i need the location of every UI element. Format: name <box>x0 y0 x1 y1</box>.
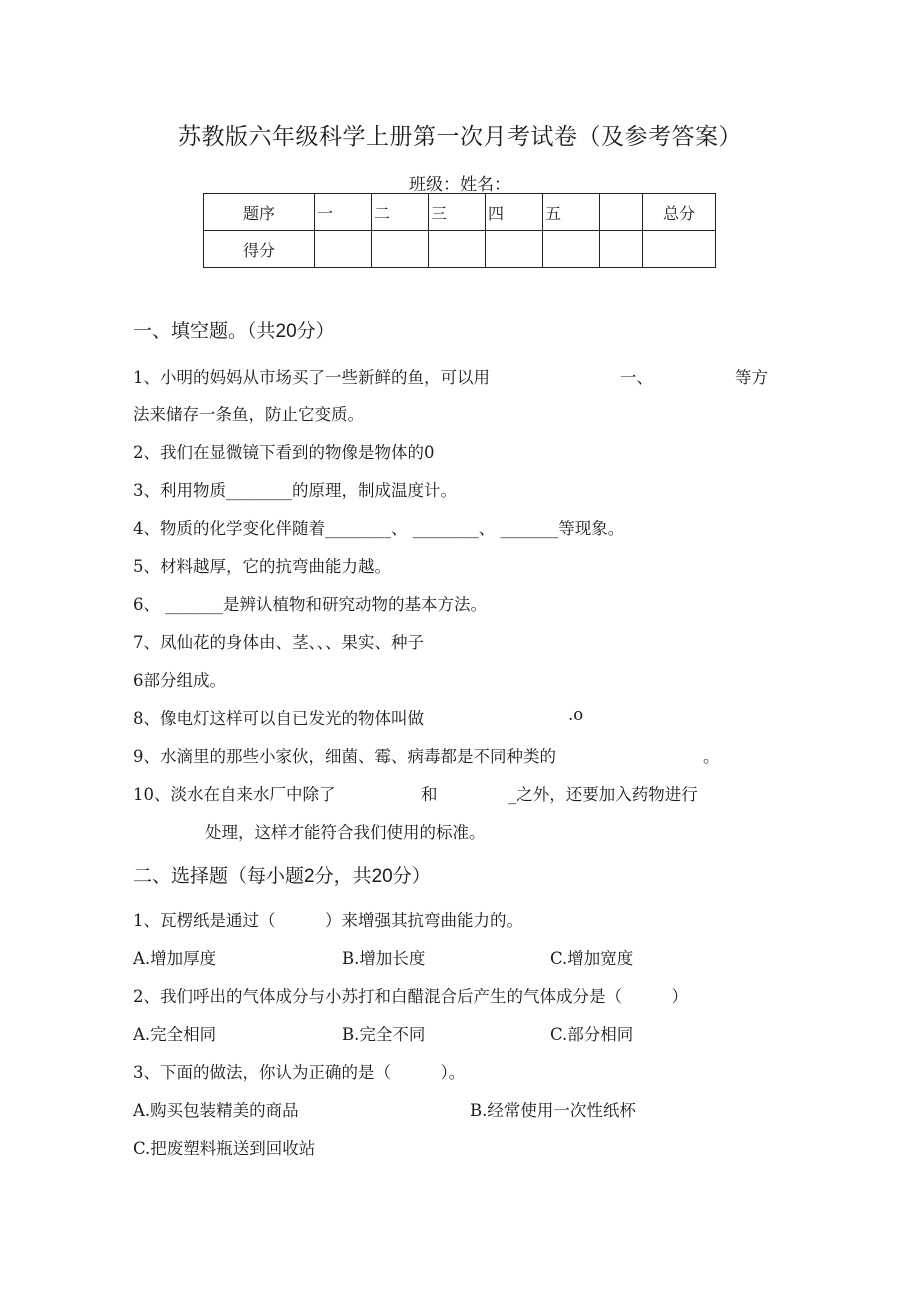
section-2-heading <box>133 861 431 888</box>
s1-question-2: 2、我们在显微镜下看到的物像是物体的0 <box>133 443 435 462</box>
s2-q1-option-b: B.增加长度 <box>342 949 426 968</box>
s2-question-3: 3、下面的做法，你认为正确的是（ ）。 <box>133 1063 466 1082</box>
s1-question-4: 4、物质的化学变化伴随着________、 ________、 _______等现象。 <box>133 519 625 538</box>
s2-q2-option-b: B.完全不同 <box>342 1025 426 1044</box>
class-name-line: 班级：姓名： <box>409 175 511 195</box>
score-table-score-row <box>204 231 716 268</box>
s2-q2-option-a: A.完全相同 <box>133 1025 217 1044</box>
s1-question-8-fragment: .o <box>568 705 584 724</box>
s1-question-1-fragment: 等方 <box>735 368 768 387</box>
score-table <box>203 193 716 268</box>
s1-question-10-fragment: 和 <box>421 785 438 804</box>
s1-question-10-fragment: _之外，还要加入药物进行 <box>508 785 698 804</box>
section-2-heading-mid: 分，共 <box>314 865 372 887</box>
s1-question-9: 9、水滴里的那些小家伙，细菌、霉、病毒都是不同种类的 <box>133 747 556 766</box>
score-row-label: 得分 <box>204 231 315 268</box>
s1-question-3: 3、利用物质________的原理，制成温度计。 <box>133 481 457 500</box>
section-2-heading-suffix: 分） <box>392 865 431 887</box>
score-table-header-cell <box>600 194 643 231</box>
section-1-heading <box>133 316 335 343</box>
s1-question-1-line-1: 1、小明的妈妈从市场买了一些新鲜的鱼，可以用 <box>133 368 490 387</box>
score-cell <box>372 231 429 268</box>
score-cell <box>315 231 372 268</box>
s1-question-1-line-2: 法来储存一条鱼，防止它变质。 <box>133 405 364 424</box>
s1-question-10-line-2: 处理，这样才能符合我们使用的标准。 <box>205 823 486 842</box>
s2-q3-option-c: C.把废塑料瓶送到回收站 <box>133 1139 316 1158</box>
page-title: 苏教版六年级科学上册第一次月考试卷（及参考答案） <box>178 124 742 150</box>
s2-q3-option-a: A.购买包装精美的商品 <box>133 1101 299 1120</box>
s2-question-2: 2、我们呼出的气体成分与小苏打和白醋混合后产生的气体成分是（ ） <box>133 987 688 1006</box>
section-2-heading-prefix: 二、选择题（每小题 <box>133 865 305 887</box>
score-cell <box>543 231 600 268</box>
s1-question-1-fragment: 一、 <box>620 368 653 387</box>
score-cell <box>643 231 716 268</box>
s1-question-7-line-2: 6部分组成。 <box>133 671 226 690</box>
s1-question-10: 10、淡水在自来水厂中除了 <box>133 785 336 804</box>
section-1-points: 20 <box>275 321 297 342</box>
s1-question-5: 5、材料越厚，它的抗弯曲能力越。 <box>133 557 391 576</box>
score-table-header-cell: 题序 <box>204 194 315 231</box>
s2-q1-option-a: A.增加厚度 <box>133 949 217 968</box>
s1-question-9-fragment: 。 <box>703 747 720 766</box>
score-table-header-cell: 四 <box>486 194 543 231</box>
score-table-header-row <box>204 194 716 231</box>
s2-q1-option-c: C.增加宽度 <box>550 949 634 968</box>
section-2-points-each: 2 <box>304 866 315 887</box>
score-cell <box>486 231 543 268</box>
section-1-heading-prefix: 一、填空题。（共 <box>133 320 276 342</box>
s2-q2-option-c: C.部分相同 <box>550 1025 634 1044</box>
score-cell <box>429 231 486 268</box>
s2-q3-option-b: B.经常使用一次性纸杯 <box>470 1101 636 1120</box>
section-1-heading-suffix: 分） <box>296 320 335 342</box>
s1-question-7-line-1: 7、凤仙花的身体由、茎、、、果实、种子 <box>133 633 424 652</box>
score-table-header-cell: 总分 <box>643 194 716 231</box>
score-table-header-cell: 三 <box>429 194 486 231</box>
score-table-header-cell: 五 <box>543 194 600 231</box>
section-2-points-total: 20 <box>371 866 393 887</box>
score-table-header-cell: 二 <box>372 194 429 231</box>
score-table-header-cell: 一 <box>315 194 372 231</box>
s1-question-8: 8、像电灯这样可以自已发光的物体叫做 <box>133 709 424 728</box>
s1-question-6: 6、 _______是辨认植物和研究动物的基本方法。 <box>133 595 487 614</box>
score-cell <box>600 231 643 268</box>
s2-question-1: 1、瓦楞纸是通过（ ）来增强其抗弯曲能力的。 <box>133 911 523 930</box>
